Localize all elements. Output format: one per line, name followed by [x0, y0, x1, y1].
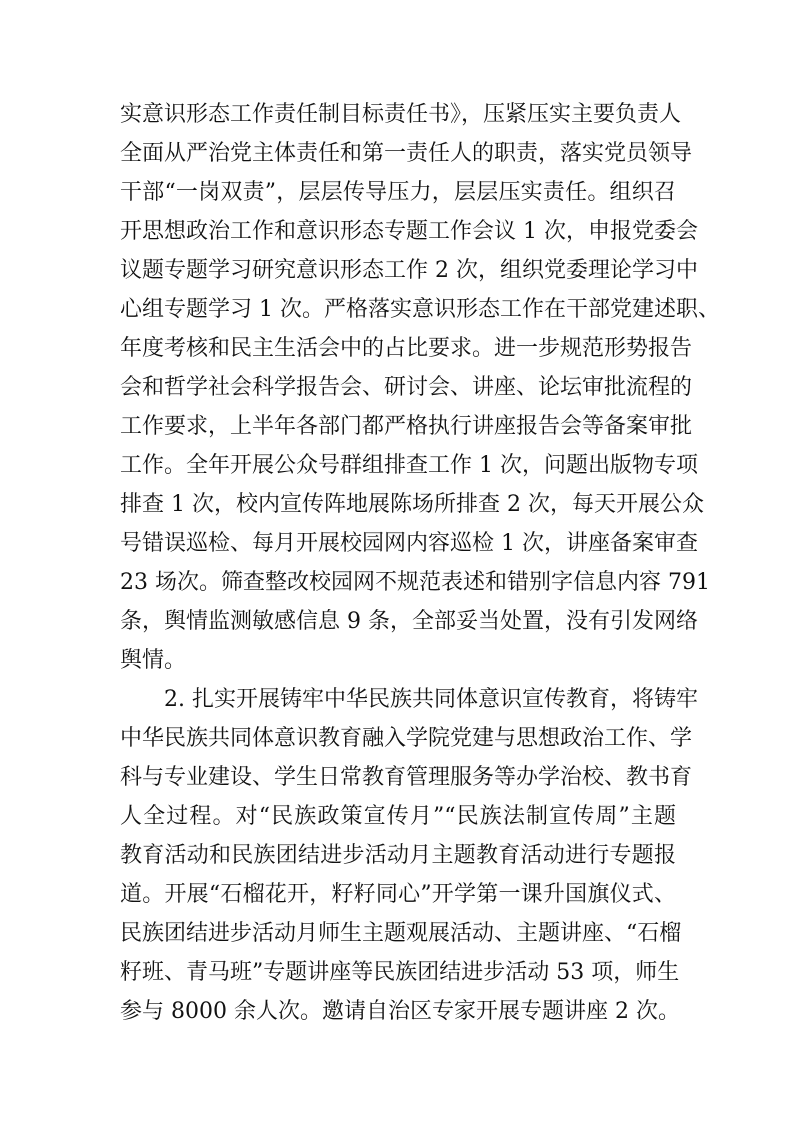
- text-line: 科与专业建设、学生日常教育管理服务等办学治校、教书育: [120, 765, 693, 790]
- text-line: 工作要求，上半年各部门都严格执行讲座报告会等备案审批: [120, 414, 693, 439]
- text-line: 开思想政治工作和意识形态专题工作会议 1 次，申报党委会: [120, 219, 698, 244]
- text-line: 号错误巡检、每月开展校园网内容巡检 1 次，讲座备案审查: [120, 531, 698, 556]
- text-line: 中华民族共同体意识教育融入学院党建与思想政治工作、学: [120, 726, 693, 751]
- text-line: 教育活动和民族团结进步活动月主题教育活动进行专题报: [120, 843, 676, 868]
- text-line: 民族团结进步活动月师生主题观展活动、主题讲座、“石榴: [120, 921, 682, 946]
- text-line: 心组专题学习 1 次。严格落实意识形态工作在干部党建述职、: [120, 297, 720, 322]
- text-line: 2. 扎实开展铸牢中华民族共同体意识宣传教育，将铸牢: [164, 687, 698, 712]
- text-line: 干部“一岗双责”，层层传导压力，层层压实责任。组织召: [120, 180, 676, 205]
- text-line: 议题专题学习研究意识形态工作 2 次，组织党委理论学习中: [120, 258, 698, 283]
- text-line: 23 场次。筛查整改校园网不规范表述和错别字信息内容 791: [120, 570, 710, 595]
- text-line: 会和哲学社会科学报告会、研讨会、讲座、论坛审批流程的: [120, 375, 693, 400]
- text-line: 年度考核和民主生活会中的占比要求。进一步规范形势报告: [120, 336, 693, 361]
- text-line: 条，舆情监测敏感信息 9 条，全部妥当处置，没有引发网络: [120, 609, 698, 634]
- text-line: 道。开展“石榴花开，籽籽同心”开学第一课升国旗仪式、: [120, 882, 676, 907]
- text-line: 参与 8000 余人次。邀请自治区专家开展专题讲座 2 次。: [120, 999, 680, 1024]
- text-line: 籽班、青马班”专题讲座等民族团结进步活动 53 项，师生: [120, 960, 680, 985]
- text-line: 舆情。: [120, 648, 187, 673]
- text-line: 实意识形态工作责任制目标责任书》，压紧压实主要负责人: [120, 102, 682, 127]
- text-line: 排查 1 次，校内宣传阵地展陈场所排查 2 次，每天开展公众: [120, 492, 704, 517]
- text-line: 工作。全年开展公众号群组排查工作 1 次，问题出版物专项: [120, 453, 698, 478]
- text-line: 全面从严治党主体责任和第一责任人的职责，落实党员领导: [120, 141, 693, 166]
- text-line: 人全过程。对“民族政策宣传月”“民族法制宣传周”主题: [120, 804, 676, 829]
